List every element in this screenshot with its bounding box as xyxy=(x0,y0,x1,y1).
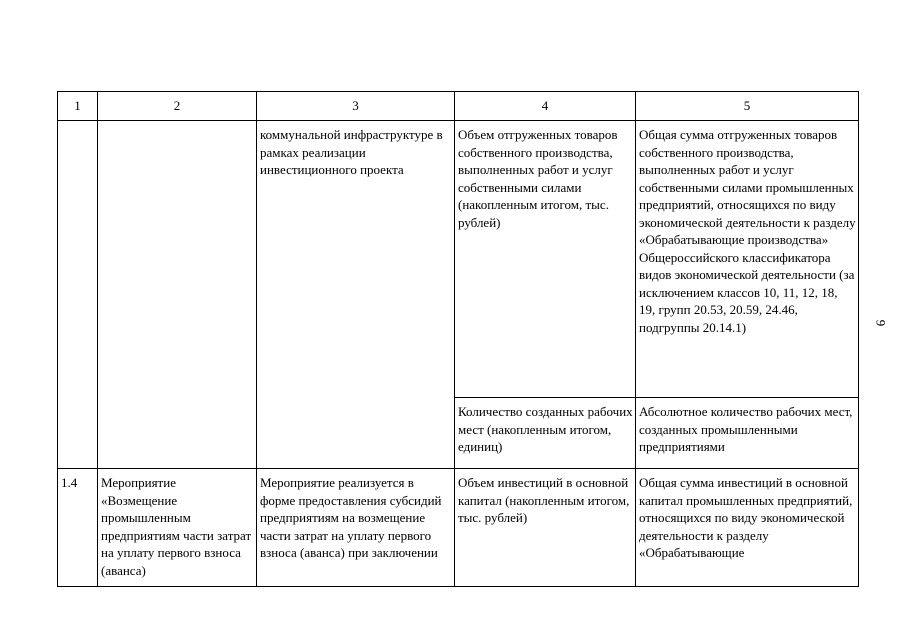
header-col-3: 3 xyxy=(257,92,455,121)
header-col-5: 5 xyxy=(636,92,859,121)
cell-measure: Мероприятие «Возмещение промышленным предприятиям части затрат на уплату первого взноса (аванса) xyxy=(98,469,257,587)
cell-description: коммунальной инфраструктуре в рамках реализации инвестиционного проекта xyxy=(257,121,455,469)
table-header-row xyxy=(58,92,859,121)
cell-method: Общая сумма инвестиций в основной капитал промышленных предприятий, относящихся по виду экономической деятельности к разделу «Обрабатывающие xyxy=(636,469,859,587)
header-col-4: 4 xyxy=(455,92,636,121)
page-number: 9 xyxy=(873,319,889,327)
table-row xyxy=(58,469,859,587)
cell-indicator: Объем отгруженных товаров собственного производства, выполненных работ и услуг собственными силами (накопленным итогом, тыс. рублей) xyxy=(455,121,636,398)
header-col-2: 2 xyxy=(98,92,257,121)
cell-measure xyxy=(98,121,257,469)
cell-description: Мероприятие реализуется в форме предоставления субсидий предприятиям на возмещение части затрат на уплату первого взноса (аванса) при заключении xyxy=(257,469,455,587)
cell-number xyxy=(58,121,98,469)
cell-number: 1.4 xyxy=(58,469,98,587)
cell-method: Общая сумма отгруженных товаров собственного производства, выполненных работ и услуг собственными силами промышленных предприятий, относящихся по виду экономической деятельности к разделу «Обрабатывающие производства» Общероссийского классификатора видов экономической деятельности (за исключением классов 10, 11, 12, 18, 19, групп 20.53, 20.59, 24.46, подгруппы 20.14.1) xyxy=(636,121,859,398)
cell-indicator: Количество созданных рабочих мест (накопленным итогом, единиц) xyxy=(455,398,636,469)
header-col-1: 1 xyxy=(58,92,98,121)
cell-indicator: Объем инвестиций в основной капитал (накопленным итогом, тыс. рублей) xyxy=(455,469,636,587)
measures-table xyxy=(57,91,859,587)
table-row xyxy=(58,121,859,398)
cell-method: Абсолютное количество рабочих мест, созданных промышленными предприятиями xyxy=(636,398,859,469)
